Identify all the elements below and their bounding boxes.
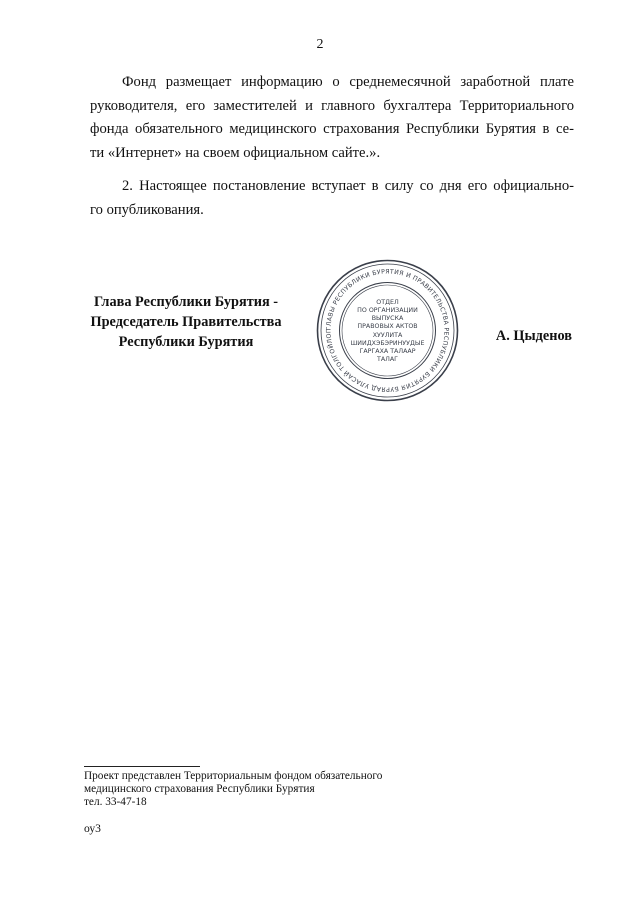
- footnote-line: медицинского страхования Республики Бурятия: [84, 783, 315, 796]
- seal-outer-text: ГЛАВЫ РЕСПУБЛИКИ БУРЯТИЯ И ПРАВИТЕЛЬСТВА РЕСПУБЛИКИ БУРЯТИЯ БУРЯАД УЛАСАЙ ТОЛГОЙЛОГ: [325, 268, 450, 393]
- seal-inner-line: ГАРГАХА ТАЛААР: [359, 348, 416, 355]
- seal-inner-line: ВЫПУСКА: [371, 315, 404, 322]
- footnote: [84, 770, 382, 810]
- paragraph-line: 2. Настоящее постановление вступает в силу со дня его официально-: [122, 178, 574, 194]
- signer-name: А. Цыденов: [495, 328, 572, 344]
- paragraph-line: фонда обязательного медицинского страхования Республики Бурятия в се-: [90, 121, 574, 137]
- footnote-line: тел. 33-47-18: [84, 796, 147, 809]
- paragraph-line: Фонд размещает информацию о среднемесячной заработной плате: [122, 74, 574, 90]
- seal-inner-line: ПО ОРГАНИЗАЦИИ: [357, 307, 418, 314]
- signer-position-line: Председатель Правительства: [90, 314, 282, 330]
- paragraph-salary-info: [90, 71, 574, 165]
- seal-inner-line: ПРАВОВЫХ АКТОВ: [357, 323, 418, 330]
- official-seal-graphic: [316, 259, 459, 402]
- seal-inner-line: ТАЛАГ: [376, 356, 399, 363]
- paragraph-line: руководителя, его заместителей и главного бухгалтера Территориального: [90, 97, 574, 114]
- seal-inner-line: ХУУЛИТА: [372, 332, 403, 339]
- paragraph-line: го опубликования.: [90, 201, 204, 218]
- official-seal: [316, 259, 459, 402]
- footnote-divider: [84, 766, 200, 767]
- paragraph-line: ти «Интернет» на своем официальном сайте.».: [90, 144, 381, 161]
- signer-position-line: Глава Республики Бурятия -: [93, 294, 279, 310]
- document-code: оу3: [84, 822, 101, 835]
- signer-position-line: Республики Бурятия: [118, 334, 254, 350]
- paragraph-entry-into-force: [90, 175, 574, 222]
- seal-inner-line: ШИИДХЭБЭРИНУУДЫЕ: [350, 340, 425, 347]
- seal-inner-line: ОТДЕЛ: [376, 299, 399, 306]
- footnote-line: Проект представлен Территориальным фондом обязательного: [84, 770, 383, 782]
- page-number: 2: [316, 37, 324, 52]
- signer-position: [82, 292, 290, 352]
